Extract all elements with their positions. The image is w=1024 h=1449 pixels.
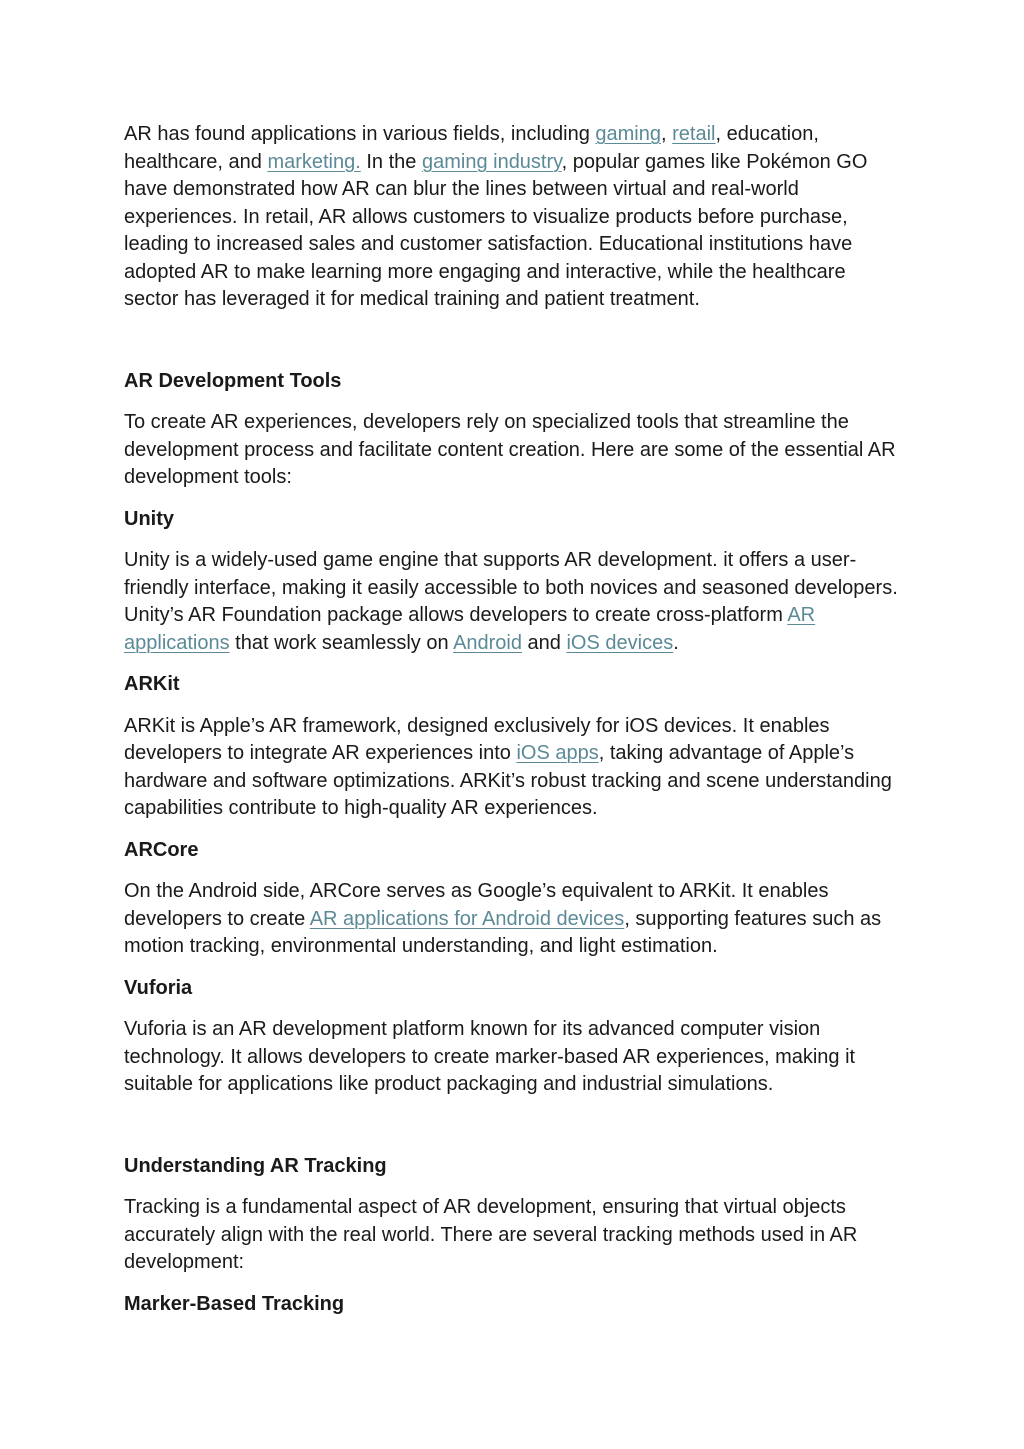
heading-arkit: ARKit bbox=[124, 673, 180, 695]
link-gaming-industry[interactable]: gaming industry bbox=[421, 150, 562, 173]
heading-unity: Unity bbox=[124, 507, 174, 530]
heading-marker-based-tracking: Marker-Based Tracking bbox=[124, 1292, 345, 1315]
heading-arcore: ARCore bbox=[124, 838, 199, 861]
link-ios-apps[interactable]: iOS apps bbox=[516, 742, 599, 764]
arcore-paragraph: On the Android side, ARCore serves as Google’s equivalent to ARKit. It enables developers to create AR applications for Android devices, supporting features such as motion tracking, environmental understanding, and light estimation. bbox=[124, 880, 882, 957]
link-ios-devices[interactable]: iOS devices bbox=[566, 631, 674, 654]
link-ar-applications-android[interactable]: AR applications for Android devices bbox=[309, 907, 625, 930]
vuforia-paragraph: Vuforia is an AR development platform known for its advanced computer vision technology. It allows developers to create marker-based AR experiences, making it suitable for applications like product packaging and industrial simulations. bbox=[124, 1018, 856, 1095]
heading-vuforia: Vuforia bbox=[124, 976, 193, 999]
link-retail[interactable]: retail bbox=[672, 123, 716, 145]
link-marketing[interactable]: marketing. bbox=[267, 150, 361, 173]
heading-ar-development-tools: AR Development Tools bbox=[124, 369, 342, 392]
dev-tools-paragraph: To create AR experiences, developers rely on specialized tools that streamline the development process and facilitate content creation. Here are some of the essential AR development tools: bbox=[124, 411, 896, 488]
tracking-paragraph: Tracking is a fundamental aspect of AR development, ensuring that virtual objects accurately align with the real world. There are several tracking methods used in AR development: bbox=[124, 1196, 858, 1273]
arkit-paragraph: ARKit is Apple’s AR framework, designed exclusively for iOS devices. It enables developers to integrate AR experiences into iOS apps, taking advantage of Apple’s hardware and software optimizations. ARKit’s robust tracking and scene understanding capabilities contribute to high-quality AR experiences. bbox=[124, 714, 892, 819]
unity-paragraph: Unity is a widely-used game engine that supports AR development. it offers a user-friendly interface, making it easily accessible to both novices and seasoned developers. Unity’s AR Foundation package allows developers to create cross-platform AR applications that work seamlessly on Android and iOS devices. bbox=[124, 549, 898, 654]
heading-understanding-ar-tracking: Understanding AR Tracking bbox=[124, 1154, 387, 1177]
link-gaming[interactable]: gaming bbox=[595, 123, 661, 145]
intro-paragraph: AR has found applications in various fields, including gaming, retail, education, healthcare, and marketing. In the gaming industry, popular games like Pokémon GO have demonstrated how AR can blur the lines between virtual and real-world experiences. In retail, AR allows customers to visualize products before purchase, leading to increased sales and customer satisfaction. Educational institutions have adopted AR to make learning more engaging and interactive, while the healthcare sector has leveraged it for medical training and patient treatment. bbox=[124, 123, 868, 310]
document-content bbox=[124, 121, 904, 1318]
link-android[interactable]: Android bbox=[453, 631, 522, 654]
link-ar-applications[interactable]: AR applications bbox=[124, 604, 816, 654]
